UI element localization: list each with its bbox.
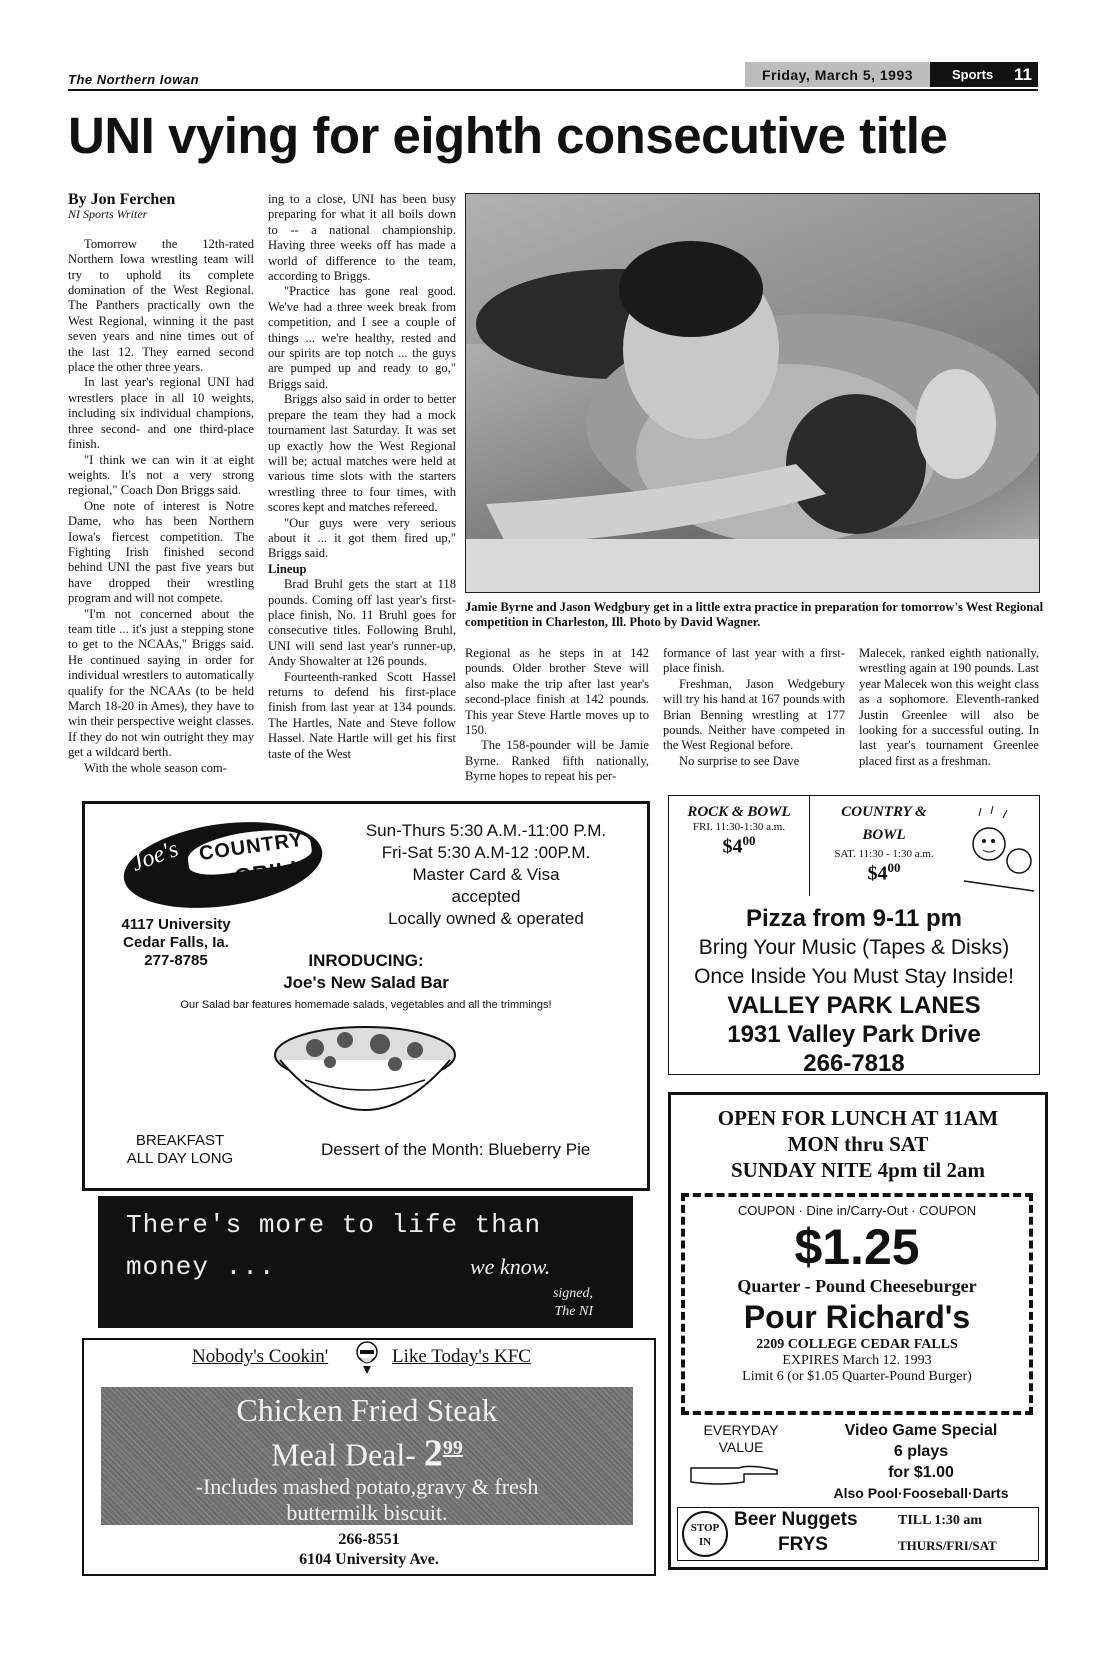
coupon-header: COUPON · Dine in/Carry-Out · COUPON [737,1203,977,1218]
paragraph: Regional as he steps in at 142 pounds. Older brother Steve will also make the trip after last year's second-place finish at 142 pounds. This year Steve Hartle moves up to 150. [465,646,649,738]
article-column-4 [663,646,845,769]
frys: FRYS [778,1534,828,1555]
salad-title: Joe's New Salad Bar [283,973,449,992]
ni-we-know: we know. [470,1254,551,1279]
country-title: COUNTRY & [841,804,927,820]
byline: By Jon Ferchen [68,191,176,208]
everyday-line: EVERYDAY [703,1422,779,1438]
bowling-cartoon-icon [959,806,1037,894]
paragraph: Fourteenth-ranked Scott Hassel returns to defend his first-place finish from last year at 134 pounds. The Hartles, Nate and Steve follow Hassel. Nate Hartle will get his first taste of the West [268,669,456,761]
deal-desc-2: buttermilk biscuit. [286,1499,448,1525]
breakfast-line: BREAKFAST [135,1132,225,1149]
lanes-address: 1931 Valley Park Drive [727,1021,981,1048]
paragraph: "I'm not concerned about the team title ... it's just a stepping stone to get to the NCAAs," Briggs said. He continued saying in order for individual wrestlers to automatically qualify for the NCAAs (to be held March 18-20 in Ames), they have to win their perspective weight classes. If they do not win outright they may get a wildcard berth. [68,606,254,760]
paragraph: Briggs also said in order to better prepare the team they had a mock tournament last Saturday. It was set up exactly how the West Regional will be; actual matches were held at various time slots with the starters wrestling three to four times, with scores kept and matches refereed. [268,392,456,515]
payment-cards: Master Card & Visa [412,865,560,884]
paragraph: One note of interest is Notre Dame, who has been Northern Iowa's fiercest competition. The Fighting Irish finished second behind UNI the past five years but have dropped their wrestling program and will not compete. [68,498,254,606]
kfc-address: 6104 University Ave. [299,1551,439,1568]
all-day-line: ALL DAY LONG [126,1150,234,1167]
stop-in-badge [682,1511,728,1557]
address-city: Cedar Falls, Ia. [123,934,229,951]
subhead-lineup: Lineup [268,561,307,576]
rock-title: ROCK & BOWL [687,804,791,820]
paragraph: "Our guys were very serious about it ... it got them fired up," Briggs said. [268,515,456,561]
breakfast-note [105,1132,255,1168]
photo-caption: Jamie Byrne and Jason Wedgbury get in a little extra practice in preparation for tomorrow's West Regional competition in Charleston, Ill. Photo by David Wagner. [465,600,1044,629]
paragraph: Malecek, ranked eighth nationally, wrestling again at 190 pounds. Last year Malecek won this weight class as a sophomore. Eleventh-ranked Justin Greenlee will also be looking for a successful outing. In last year's tournament Greenlee placed first as a freshman. [859,646,1039,768]
price-cents: 99 [442,1437,463,1459]
country-price [809,860,959,886]
section-label [930,62,1038,87]
joes-country-grill-ad [82,801,650,1191]
also-games: Also Pool·Fooseball·Darts [833,1485,1009,1501]
paragraph: No surprise to see Dave [679,753,800,768]
video-special [801,1420,1041,1483]
video-plays: 6 plays [893,1443,949,1460]
phone: 277-8785 [144,952,208,969]
lanes-phone: 266-7818 [803,1050,905,1077]
restaurant-name: Pour Richard's [743,1299,971,1335]
rock-price [669,833,809,859]
value-line: VALUE [718,1439,764,1455]
byline-role: NI Sports Writer [68,207,148,222]
price-dollar: 2 [423,1432,443,1475]
coupon-limit: Limit 6 (or $1.05 Quarter-Pound Burger) [742,1369,972,1384]
section-name: Sports [952,67,994,82]
colonel-logo-icon [352,1340,382,1376]
paper-name: The Northern Iowan [68,72,200,87]
pour-richards-ad [668,1092,1048,1570]
salad-bowl-icon [265,1020,465,1130]
logo-joes: Joe's [128,836,182,877]
lanes-info [669,904,1039,1078]
dessert-of-month: Dessert of the Month: Blueberry Pie [321,1140,591,1159]
paragraph: Freshman, Jason Wedgebury will try his hand at 167 pounds with Brian Benning wrestling at 177 pounds. Neither have competed in the West Regional before. [663,676,845,753]
hours-weekend: Fri-Sat 5:30 A.M-12 :00P.M. [381,843,591,862]
paragraph: Brad Bruhl gets the start at 118 pounds. Coming off last year's first-place finish, No. 11 Bruhl goes for consecutive titles. Following Bruhl, UNI will send last year's runner-up, Andy Showalter at 126 pounds. [268,577,456,669]
issue-date: Friday, March 5, 1993 [745,62,930,87]
logo-country: COUNTRY [197,828,305,866]
hours-block [323,820,649,930]
kfc-contact [84,1530,654,1570]
introducing: INRODUCING: [308,951,424,970]
payment-accepted: accepted [451,887,521,906]
open-days: MON thru SAT [787,1132,929,1156]
sunday-hours: SUNDAY NITE 4pm til 2am [731,1158,985,1182]
page-number: 11 [1014,64,1032,84]
article-column-1 [68,192,254,776]
rock-dollar: $4 [722,835,743,858]
masthead-rule [68,89,1038,91]
in-text: IN [698,1536,712,1548]
beer-nuggets: Beer Nuggets [734,1509,858,1530]
address-street: 4117 University [121,916,231,933]
country-dollar: $4 [867,862,888,885]
paragraph: "I think we can win it at eight weights. It's not a very strong regional," Coach Don Briggs said. [68,452,254,498]
opening-hours [671,1105,1045,1183]
kfc-ad [82,1338,656,1576]
country-time: SAT. 11:30 - 1:30 a.m. [834,848,934,860]
paragraph: The 158-pounder will be Jamie Byrne. Ranked fifth nationally, Byrne hopes to repeat his per- [465,738,649,784]
video-title: Video Game Special [844,1422,998,1439]
pointing-hand-icon [689,1460,779,1488]
paragraph: Tomorrow the 12th-rated Northern Iowa wrestling team will try to uphold its complete domination of the West Regional. The Panthers practically own the West Regional, winning it the past seven years and nine times out of the last 12. They earned second place the other three years. [68,236,254,375]
coupon-expires: EXPIRES March 12. 1993 [782,1353,932,1368]
kfc-phone: 266-8551 [338,1531,400,1548]
salad-description: Our Salad bar features homemade salads, vegetables and all the trimmings! [180,999,552,1011]
everyday-value [681,1422,801,1456]
country-bowl: BOWL [862,827,906,843]
grill-logo [118,810,327,919]
wrestling-photo [465,193,1040,593]
meal-deal-panel [101,1387,633,1525]
hours-weekday: Sun-Thurs 5:30 A.M.-11:00 P.M. [365,821,607,840]
paragraph: ing to a close, UNI has been busy preparing for what it all boils down to -- a national championship. Having three weeks off has made a world of difference to the team, according to Briggs. [268,192,456,284]
deal-price-line [101,1429,633,1474]
paragraph: In last year's regional UNI had wrestlers place in all 10 weights, including six individual champions, three second- and one third-place finish. [68,375,254,452]
beer-nuggets-bar [677,1507,1039,1561]
locally-owned: Locally owned & operated [388,909,584,928]
coupon [681,1193,1033,1415]
deal-desc-1: -Includes mashed potato,gravy & fresh [195,1473,539,1499]
article-column-3 [465,646,649,785]
lanes-name: VALLEY PARK LANES [727,992,981,1019]
ni-line-1: There's more to life than [126,1210,542,1240]
paragraph: formance of last year with a first-place finish. [663,646,845,676]
wrestlers-illustration [466,194,1039,592]
article-column-2 [268,192,456,762]
stop-text: STOP [690,1522,720,1534]
ni-signed: signed, [552,1286,593,1301]
bring-music: Bring Your Music (Tapes & Disks) [698,936,1010,959]
stay-inside: Once Inside You Must Stay Inside! [694,965,1014,988]
pizza-hours: Pizza from 9-11 pm [745,905,963,932]
coupon-item: Quarter - Pound Cheeseburger [737,1276,977,1296]
rock-time: FRI. 11:30-1:30 a.m. [692,821,786,833]
kfc-like-today: Like Today's KFC [392,1346,531,1367]
thurs-fri-sat: THURS/FRI/SAT [898,1538,997,1553]
ni-line-2: money ... [126,1252,276,1282]
rock-cents: 00 [742,833,756,848]
northern-iowan-ad [98,1196,633,1328]
paragraph: "Practice has gone real good. We've had a three week break from competition, and I see a couple of things ... we're healthy, rested and our spirits are top notch ... the guys are pumped up and ready to go," Briggs said. [268,284,456,391]
article-column-5 [859,646,1039,769]
restaurant-address: 2209 COLLEGE CEDAR FALLS [756,1337,958,1352]
deal-title: Chicken Fried Steak [236,1392,498,1428]
till-time: TILL 1:30 am [898,1513,983,1528]
coupon-price: $1.25 [794,1219,920,1275]
country-cents: 00 [887,860,901,875]
salad-promo [85,950,647,994]
rock-and-bowl [669,796,810,896]
open-lunch: OPEN FOR LUNCH AT 11AM [717,1106,999,1130]
logo-grill: GRILL [233,854,307,890]
headline: UNI vying for eighth consecutive title [68,107,948,164]
paragraph: With the whole season com- [84,760,227,775]
kfc-nobody-cookin: Nobody's Cookin' [192,1346,329,1367]
ni-signature: The NI [554,1304,593,1319]
valley-park-lanes-ad [668,795,1040,1075]
country-and-bowl [809,796,959,896]
meal-deal: Meal Deal- [271,1436,416,1473]
video-price: for $1.00 [888,1464,954,1481]
